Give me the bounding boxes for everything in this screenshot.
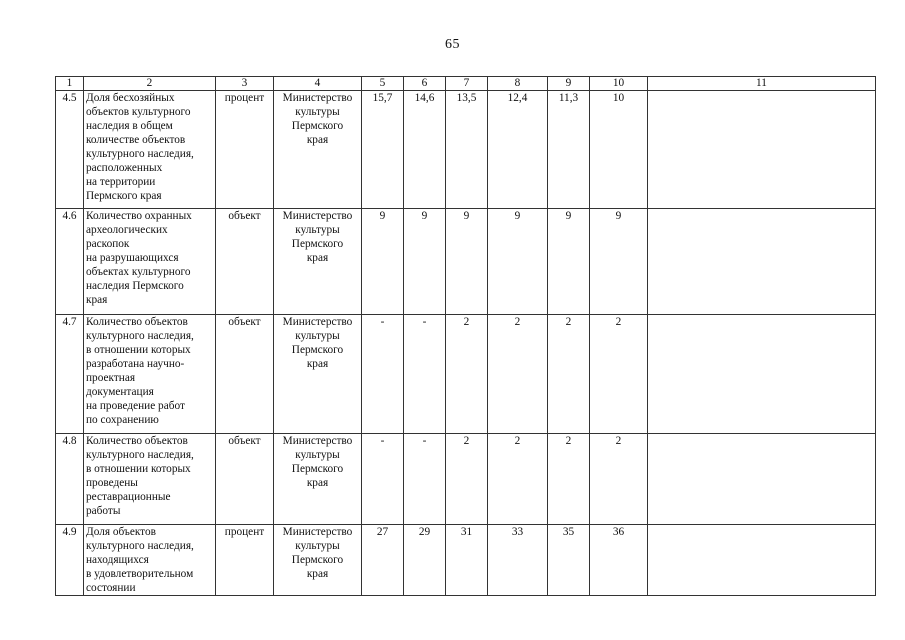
responsible-agency — [274, 315, 362, 434]
indicator-name — [84, 91, 216, 209]
indicator-name-line: Доля объектов — [86, 526, 156, 538]
indicator-name-line: на разрушающихся — [86, 252, 179, 264]
indicator-name-line: края — [86, 294, 108, 306]
agency-line: края — [306, 477, 329, 489]
column-11-cell — [648, 525, 876, 596]
column-header: 3 — [216, 77, 274, 91]
indicator-name-line: Количество объектов — [86, 435, 188, 447]
agency-line: Министерство — [282, 526, 353, 538]
column-11-cell — [648, 315, 876, 434]
indicator-name-line: расположенных — [86, 162, 163, 174]
value-cell: - — [404, 434, 446, 525]
value-cell: 9 — [548, 209, 590, 315]
responsible-agency — [274, 209, 362, 315]
indicator-name-line: на территории — [86, 176, 156, 188]
indicator-name-line: культурного наследия, — [86, 449, 194, 461]
value-cell: 36 — [590, 525, 648, 596]
indicator-name-line: Доля бесхозяйных — [86, 92, 175, 104]
indicator-name-line: документация — [86, 386, 154, 398]
indicator-name-line: наследия Пермского — [86, 280, 184, 292]
indicator-name-line: проведены — [86, 477, 138, 489]
indicator-name-line: реставрационные — [86, 491, 171, 503]
indicator-name-line: проектная — [86, 372, 136, 384]
value-cell: 9 — [404, 209, 446, 315]
value-cell: 29 — [404, 525, 446, 596]
value-cell: 2 — [446, 315, 488, 434]
column-header: 2 — [84, 77, 216, 91]
row-number: 4.9 — [56, 525, 84, 596]
value-cell: 13,5 — [446, 91, 488, 209]
value-cell: 9 — [446, 209, 488, 315]
column-header: 9 — [548, 77, 590, 91]
agency-line: Пермского — [291, 463, 344, 475]
unit-cell: процент — [216, 525, 274, 596]
column-header: 6 — [404, 77, 446, 91]
indicator-name-line: культурного наследия, — [86, 330, 194, 342]
indicator-name-line: состоянии — [86, 582, 136, 594]
agency-line: края — [306, 358, 329, 370]
value-cell: - — [362, 434, 404, 525]
indicator-name-line: наследия в общем — [86, 120, 173, 132]
column-number-row — [56, 77, 876, 91]
page-number: 65 — [445, 37, 460, 52]
unit-cell: объект — [216, 434, 274, 525]
indicator-name-line: объектов культурного — [86, 106, 191, 118]
indicator-name — [84, 525, 216, 596]
indicator-name-line: в отношении которых — [86, 463, 191, 475]
indicators-table — [55, 76, 876, 596]
indicator-name-line: по сохранению — [86, 414, 159, 426]
column-header: 7 — [446, 77, 488, 91]
column-header: 1 — [56, 77, 84, 91]
value-cell: 31 — [446, 525, 488, 596]
column-header: 4 — [274, 77, 362, 91]
agency-line: культуры — [295, 449, 340, 461]
column-header: 5 — [362, 77, 404, 91]
value-cell: 27 — [362, 525, 404, 596]
agency-line: Пермского — [291, 344, 344, 356]
agency-line: края — [306, 134, 329, 146]
unit-cell: объект — [216, 315, 274, 434]
column-11-cell — [648, 434, 876, 525]
value-cell: 2 — [488, 315, 548, 434]
value-cell: 15,7 — [362, 91, 404, 209]
value-cell: 2 — [590, 434, 648, 525]
indicator-name-line: находящихся — [86, 554, 149, 566]
value-cell: - — [362, 315, 404, 434]
indicator-name-line: в отношении которых — [86, 344, 191, 356]
responsible-agency — [274, 91, 362, 209]
value-cell: 9 — [362, 209, 404, 315]
responsible-agency — [274, 434, 362, 525]
value-cell: 14,6 — [404, 91, 446, 209]
value-cell: 2 — [548, 315, 590, 434]
agency-line: Пермского — [291, 554, 344, 566]
column-header: 10 — [590, 77, 648, 91]
value-cell: 2 — [446, 434, 488, 525]
value-cell: 2 — [488, 434, 548, 525]
indicator-name-line: культурного наследия, — [86, 148, 194, 160]
value-cell: 11,3 — [548, 91, 590, 209]
unit-cell: объект — [216, 209, 274, 315]
indicator-name-line: раскопок — [86, 238, 130, 250]
indicator-name-line: в удовлетворительном — [86, 568, 194, 580]
indicator-name-line: на проведение работ — [86, 400, 185, 412]
indicator-name-line: разработана научно- — [86, 358, 185, 370]
row-number: 4.6 — [56, 209, 84, 315]
indicator-name — [84, 209, 216, 315]
agency-line: культуры — [295, 224, 340, 236]
agency-line: края — [306, 568, 329, 580]
indicator-name-line: количестве объектов — [86, 134, 186, 146]
value-cell: 2 — [590, 315, 648, 434]
column-11-cell — [648, 209, 876, 315]
column-header: 8 — [488, 77, 548, 91]
indicator-name-line: Количество охранных — [86, 210, 192, 222]
agency-line: Министерство — [282, 210, 353, 222]
agency-line: культуры — [295, 540, 340, 552]
responsible-agency — [274, 525, 362, 596]
agency-line: Министерство — [282, 435, 353, 447]
agency-line: края — [306, 252, 329, 264]
value-cell: 12,4 — [488, 91, 548, 209]
column-11-cell — [648, 91, 876, 209]
indicator-name-line: культурного наследия, — [86, 540, 194, 552]
table-row — [56, 434, 876, 525]
row-number: 4.5 — [56, 91, 84, 209]
table-row — [56, 209, 876, 315]
agency-line: Пермского — [291, 238, 344, 250]
indicator-name-line: работы — [86, 505, 121, 517]
indicator-name-line: Количество объектов — [86, 316, 188, 328]
table-row — [56, 525, 876, 596]
column-header: 11 — [648, 77, 876, 91]
row-number: 4.8 — [56, 434, 84, 525]
value-cell: 9 — [488, 209, 548, 315]
value-cell: 35 — [548, 525, 590, 596]
indicator-name-line: объектах культурного — [86, 266, 191, 278]
indicator-name — [84, 434, 216, 525]
table-row — [56, 91, 876, 209]
indicator-name-line: археологических — [86, 224, 168, 236]
indicator-name-line: Пермского края — [86, 190, 162, 202]
agency-line: Министерство — [282, 316, 353, 328]
agency-line: культуры — [295, 330, 340, 342]
agency-line: Пермского — [291, 120, 344, 132]
value-cell: 33 — [488, 525, 548, 596]
unit-cell: процент — [216, 91, 274, 209]
value-cell: - — [404, 315, 446, 434]
value-cell: 2 — [548, 434, 590, 525]
value-cell: 10 — [590, 91, 648, 209]
row-number: 4.7 — [56, 315, 84, 434]
table-row — [56, 315, 876, 434]
agency-line: Министерство — [282, 92, 353, 104]
agency-line: культуры — [295, 106, 340, 118]
value-cell: 9 — [590, 209, 648, 315]
indicator-name — [84, 315, 216, 434]
